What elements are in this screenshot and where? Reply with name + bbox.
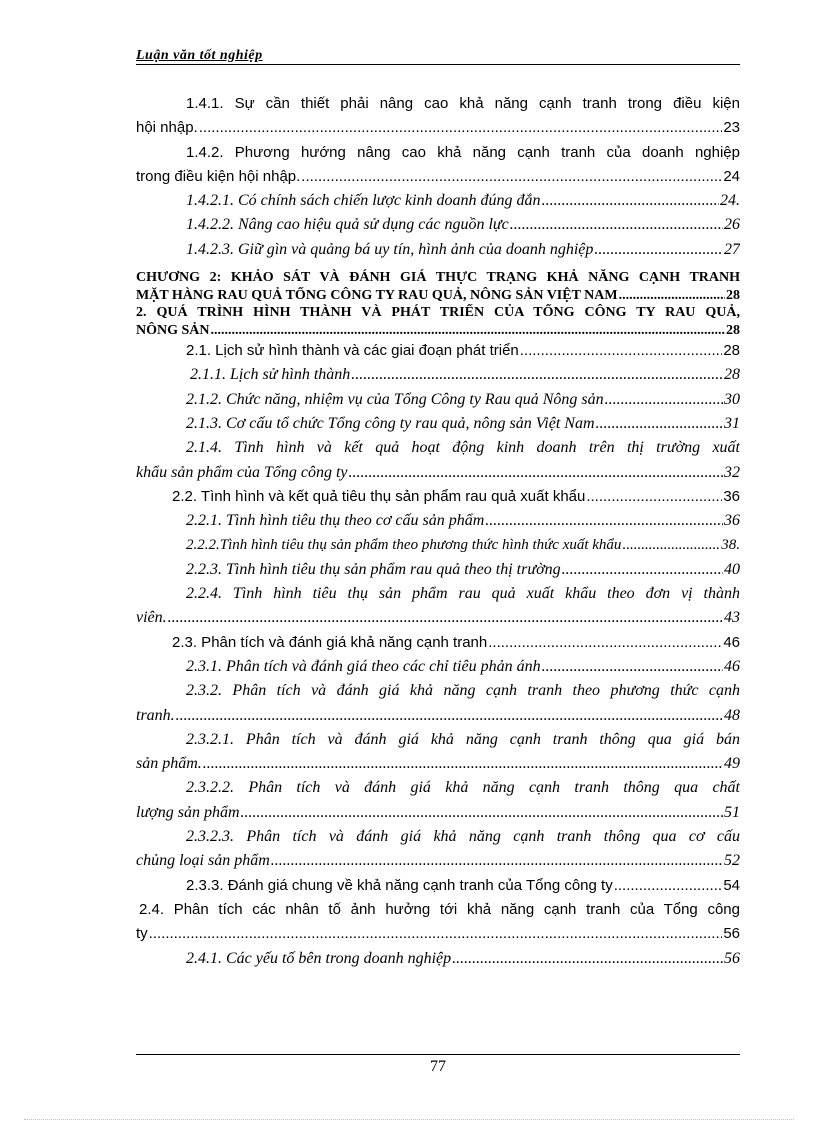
toc-entry-2-1-1 bbox=[136, 363, 740, 387]
toc-entry-2-3-2-2-line1: 2.3.2.2. Phân tích và đánh giá khả năng cạnh tranh thông qua chất bbox=[186, 779, 740, 797]
table-of-contents bbox=[136, 92, 740, 971]
toc-entry-text: tranh. bbox=[136, 706, 175, 724]
toc-entry-1-4-2-3 bbox=[136, 238, 740, 262]
toc-leader bbox=[271, 849, 723, 873]
toc-page-number: 36 bbox=[724, 512, 740, 530]
toc-entry-2-2-4-line1: 2.2.4. Tình hình tiêu thụ sản phẩm rau quả xuất khẩu theo đơn vị thành bbox=[186, 585, 740, 603]
toc-entry-2-3-2-line2 bbox=[136, 704, 740, 728]
toc-page-number: 28 bbox=[726, 287, 740, 303]
toc-leader bbox=[586, 485, 722, 509]
toc-entry-text: chủng loại sản phẩm bbox=[136, 852, 270, 870]
toc-entry-2-3-2-3-line1: 2.3.2.3. Phân tích và đánh giá khả năng cạnh tranh thông qua cơ cấu bbox=[186, 828, 740, 846]
header-divider bbox=[136, 64, 740, 65]
toc-section-2-line1: 2. QUÁ TRÌNH HÌNH THÀNH VÀ PHÁT TRIỂN CỦA TỔNG CÔNG TY RAU QUẢ, bbox=[136, 305, 740, 321]
toc-entry-text: trong điều kiện hội nhập. bbox=[136, 167, 301, 185]
toc-page-number: 51 bbox=[724, 803, 740, 821]
toc-entry-2-2-4-line2 bbox=[136, 606, 740, 630]
toc-entry-text: 2.3.1. Phân tích và đánh giá theo các chỉ tiêu phản ánh bbox=[186, 657, 541, 675]
toc-entry-text: 2.1.2. Chức năng, nhiệm vụ của Tổng Công ty Rau quả Nông sản bbox=[186, 390, 604, 408]
toc-page-number: 27 bbox=[724, 240, 740, 258]
spacer bbox=[136, 262, 740, 269]
toc-leader bbox=[619, 287, 725, 305]
toc-entry-2-1-3 bbox=[136, 412, 740, 436]
toc-entry-2-3-1 bbox=[136, 655, 740, 679]
toc-entry-text: 2.2.1. Tình hình tiêu thụ theo cơ cấu sản phẩm bbox=[186, 512, 485, 530]
toc-page-number: 28 bbox=[723, 342, 740, 360]
toc-page-number: 23 bbox=[723, 119, 740, 137]
toc-entry-2-1-2 bbox=[136, 388, 740, 412]
toc-entry-text: ty bbox=[136, 925, 148, 943]
toc-entry-2-1 bbox=[136, 339, 740, 363]
toc-leader bbox=[520, 339, 723, 363]
toc-page-number: 40 bbox=[724, 560, 740, 578]
toc-entry-text: hội nhập. bbox=[136, 119, 198, 137]
toc-entry-text: sản phẩm. bbox=[136, 755, 202, 773]
toc-page-number: 32 bbox=[724, 463, 740, 481]
toc-leader bbox=[485, 509, 723, 533]
toc-entry-2-2-1 bbox=[136, 509, 740, 533]
toc-page-number: 48 bbox=[724, 706, 740, 724]
toc-entry-text: 2.4.1. Các yếu tố bên trong doanh nghiệp bbox=[186, 949, 452, 967]
toc-leader bbox=[542, 189, 719, 213]
toc-page-number: 38. bbox=[721, 537, 740, 554]
toc-leader bbox=[562, 558, 723, 582]
toc-entry-1-4-2-1 bbox=[136, 189, 740, 213]
toc-entry-text: 2.1.1. Lịch sử hình thành bbox=[190, 366, 351, 384]
page-bottom-border bbox=[24, 1119, 794, 1120]
toc-entry-2-4-1 bbox=[136, 947, 740, 971]
toc-section-2-line2 bbox=[136, 322, 740, 340]
toc-page-number: 46 bbox=[724, 657, 740, 675]
toc-entry-text: 2.3. Phân tích và đánh giá khả năng cạnh tranh bbox=[172, 633, 488, 651]
toc-entry-2-3-2-1-line2 bbox=[136, 752, 740, 776]
toc-leader bbox=[605, 388, 723, 412]
toc-entry-2-1-4-line2 bbox=[136, 461, 740, 485]
toc-entry-text: khẩu sản phẩm của Tổng công ty bbox=[136, 463, 348, 481]
toc-entry-1-4-2-line2 bbox=[136, 165, 740, 189]
toc-entry-text: lượng sản phẩm bbox=[136, 803, 240, 821]
footer-divider bbox=[136, 1054, 740, 1055]
toc-entry-text: 1.4.2.3. Giữ gìn và quảng bá uy tín, hình ảnh của doanh nghiệp bbox=[186, 240, 594, 258]
toc-page-number: 52 bbox=[724, 852, 740, 870]
toc-entry-1-4-2-2 bbox=[136, 213, 740, 237]
toc-entry-text: 2.3.3. Đánh giá chung về khả năng cạnh tranh của Tổng công ty bbox=[186, 876, 613, 894]
toc-page-number: 28 bbox=[724, 366, 740, 384]
toc-leader bbox=[614, 874, 723, 898]
toc-leader bbox=[241, 801, 724, 825]
toc-leader bbox=[542, 655, 723, 679]
toc-chapter-2-line1: CHƯƠNG 2: KHẢO SÁT VÀ ĐÁNH GIÁ THỰC TRẠNG KHẢ NĂNG CẠNH TRANH bbox=[136, 270, 740, 286]
toc-entry-2-2-3 bbox=[136, 558, 740, 582]
toc-leader bbox=[349, 461, 723, 485]
toc-entry-text: 2.1. Lịch sử hình thành và các giai đoạn phát triển bbox=[186, 342, 519, 360]
toc-page-number: 56 bbox=[724, 949, 740, 967]
toc-entry-2-4-line2 bbox=[136, 922, 740, 946]
toc-leader bbox=[199, 116, 723, 140]
toc-leader bbox=[596, 412, 724, 436]
toc-leader bbox=[168, 606, 723, 630]
toc-leader bbox=[176, 704, 723, 728]
toc-entry-text: viên. bbox=[136, 609, 167, 627]
toc-page-number: 24 bbox=[723, 167, 740, 185]
toc-entry-1-4-2-line1: 1.4.2. Phương hướng nâng cao khả năng cạnh tranh của doanh nghiệp bbox=[186, 143, 740, 161]
toc-entry-text: 2.2. Tình hình và kết quả tiêu thụ sản phẩm rau quả xuất khẩu bbox=[172, 487, 586, 505]
toc-leader bbox=[622, 533, 720, 557]
toc-page-number: 54 bbox=[723, 876, 740, 894]
toc-leader bbox=[594, 238, 723, 262]
toc-entry-text: 1.4.2.1. Có chính sách chiến lược kinh doanh đúng đắn bbox=[186, 192, 541, 210]
toc-entry-2-3-2-3-line2 bbox=[136, 849, 740, 873]
toc-leader bbox=[203, 752, 723, 776]
toc-entry-text: 1.4.2.2. Nâng cao hiệu quả sử dụng các nguồn lực bbox=[186, 216, 509, 234]
toc-entry-2-3 bbox=[136, 631, 740, 655]
toc-chapter-2-line2 bbox=[136, 287, 740, 305]
page-number: 77 bbox=[430, 1058, 446, 1075]
toc-page-number: 31 bbox=[724, 414, 740, 432]
toc-page-number: 56 bbox=[723, 925, 740, 943]
toc-entry-2-2-2 bbox=[136, 533, 740, 557]
toc-entry-2-3-2-2-line2 bbox=[136, 801, 740, 825]
toc-entry-2-3-2-line1: 2.3.2. Phân tích và đánh giá khả năng cạnh tranh theo phương thức cạnh bbox=[186, 682, 740, 700]
toc-leader bbox=[301, 165, 722, 189]
toc-page-number: 49 bbox=[724, 755, 740, 773]
toc-leader bbox=[510, 213, 723, 237]
toc-entry-2-4-line1: 2.4. Phân tích các nhân tố ảnh hưởng tới khả năng cạnh tranh của Tổng công bbox=[139, 900, 740, 918]
toc-entry-text: 2.2.2.Tình hình tiêu thụ sản phẩm theo phương thức hình thức xuất khẩu bbox=[186, 537, 622, 554]
toc-entry-text: NÔNG SẢN bbox=[136, 322, 210, 338]
toc-page-number: 46 bbox=[723, 633, 740, 651]
toc-entry-2-3-3 bbox=[136, 874, 740, 898]
toc-entry-2-2 bbox=[136, 485, 740, 509]
toc-leader bbox=[488, 631, 722, 655]
toc-entry-2-3-2-1-line1: 2.3.2.1. Phân tích và đánh giá khả năng cạnh tranh thông qua giá bán bbox=[186, 730, 740, 748]
toc-entry-text: MẶT HÀNG RAU QUẢ TỔNG CÔNG TY RAU QUẢ, NÔNG SẢN VIỆT NAM bbox=[136, 287, 618, 303]
toc-entry-1-4-1-line1: 1.4.1. Sự cần thiết phải nâng cao khả năng cạnh tranh trong điều kiện bbox=[186, 95, 740, 112]
toc-leader bbox=[351, 363, 723, 387]
toc-entry-text: 2.2.3. Tình hình tiêu thụ sản phẩm rau quả theo thị trường bbox=[186, 560, 561, 578]
toc-page-number: 43 bbox=[724, 609, 740, 627]
toc-page-number: 24. bbox=[720, 192, 740, 210]
toc-entry-1-4-1-line2 bbox=[136, 116, 740, 140]
toc-leader bbox=[452, 947, 723, 971]
toc-page-number: 28 bbox=[726, 322, 740, 338]
toc-leader bbox=[211, 322, 725, 340]
toc-page-number: 36 bbox=[723, 487, 740, 505]
header-title: Luận văn tốt nghiệp bbox=[136, 48, 263, 63]
toc-entry-text: 2.1.3. Cơ cấu tổ chức Tổng công ty rau quả, nông sản Việt Nam bbox=[186, 414, 595, 432]
toc-entry-2-1-4-line1: 2.1.4. Tình hình và kết quả hoạt động kinh doanh trên thị trường xuất bbox=[186, 439, 740, 457]
toc-page-number: 30 bbox=[724, 390, 740, 408]
toc-leader bbox=[149, 922, 723, 946]
toc-page-number: 26 bbox=[724, 216, 740, 234]
